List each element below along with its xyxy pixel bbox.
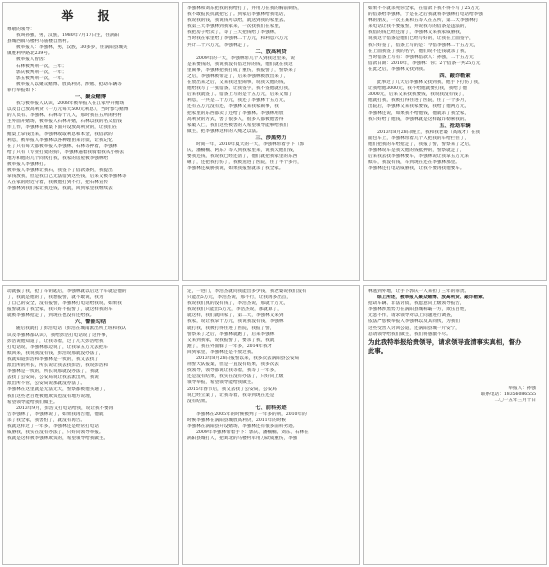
text-line: 跑了，我在外面躲了一年多，2014年我才 [187,343,273,349]
text-line: 我第三天李强林到我家来，一次找我们在家里， [187,24,284,30]
text-line: 在放出来之后，又来我这里闹事，说我欠他的钱， [187,80,289,86]
text-line: 威胁我，我实在没有办法了，只好向领导举报。 [7,430,104,436]
text-line: 3000元，后来又来找我要钱，我说我没有钱了， [368,92,467,98]
text-line: 高利贷的方式，害了很多人，很多人都被他害得 [187,116,284,122]
text-line: 时候李强林在涡阳县城放高利贷，2011年的时候 [187,417,286,423]
text-line: 2009年李强林带着手下：郭庆、潘楠楠、刘东、石林在 [196,430,309,436]
page-body [368,6,542,172]
text-line: 后来我就签了。借条上写的是十五万元，后来又加了 [187,92,293,98]
text-line: 被举报人曾因： [16,57,49,63]
text-line: 砸了，还把我打伤了，我被送进了医院，住了半个多月， [187,160,302,166]
text-line: 2015年春节后，我又去找了公安局，公安局 [187,386,277,392]
text-line: 是来要钱的，我说我没有借过你的钱，他们就在我这 [187,61,293,67]
text-line: 我说我们只能出5万元，李浩杰说，那就算了， [187,307,282,313]
text-line: 了，我就是他的了，我想报警，就不敢说，我为 [7,295,104,301]
text-line: 举报人：孙强 [508,385,536,391]
text-line: 彭浩说他知道了，让我等着，过了几天彭浩给我 [7,338,104,344]
text-line: 希望领导能给我们做主。 [7,399,58,405]
text-line: 给了只有（专业打架的狗），李强林逼着我骑着我从小桥去 [7,149,125,155]
text-line: 刑警大队报案，但是一直没有结果，我多次去 [187,362,279,368]
section-heading: 四、敲诈勒索 [439,73,471,80]
text-line: 杀了我全家，我害怕了，就没有再告。 [7,417,86,423]
text-line: 无恶不作，请求领导对以上问题进行调查， [368,313,456,319]
text-line: 2013年8月28日报警以来，我多次去涡阳县公安局 [196,356,300,362]
text-line: 之后，李强林被带走了，后来李强林被放出来了， [187,73,289,79]
text-line: 赎回来，我说我没有钱，彭浩说那就没办法了， [7,350,104,356]
section-heading: 七、前科劣迹 [255,404,287,411]
text-line: 县城西镇马楼村马庙楼自然村。 [7,39,72,45]
text-line: 李强林到我们家让我还钱，我就，回到家里我继续去 [7,186,113,192]
text-line: 来电话让我不要报警，并说我写的借条是违法的， [368,24,470,30]
text-line: 被举报人：李强林，男，汉族，30多岁，住涡阳县城关 [16,45,128,51]
text-line: 涡阳县城打人，把刘北的马楼村军用刀砍成重伤，李强 [187,436,298,442]
text-line: 如果不不就杀死你全家，在借款下我不得不写了25万元 [368,6,480,11]
text-line: 石林被判刑一次，三年； [16,63,67,69]
text-line: 罪行举报如下： [7,87,40,93]
section-heading: 五、抢劫车辆 [439,122,471,129]
text-line: 就被李强林抢走了，到现在也没有还给我。 [7,313,95,319]
text-line: 回到家里，李强林还是不放过我。 [187,349,256,355]
text-line: 李强林在这里就是无法无天，警察都被他买通了， [7,387,109,393]
page-body [187,6,355,172]
text-line: 在上面我签了我的名字，他们说不还钱就杀了我， [368,48,470,54]
text-line: 赎车，我没有钱，车到现在还在李强林那里。 [368,160,460,166]
text-line: 被举报人李强林让我石，我签下了借款条约，我提出 [7,168,113,174]
text-line: 这些受害人讨回公道，还涡阳县城一片安宁， [368,325,460,331]
text-line: 2013年8月28日晚上，我和我老婆（高成才）在我 [377,129,481,135]
text-line: 2009年的一天，李强林带几个人到我这里来，说 [196,55,295,61]
text-line: 赌桌上拿钱出来，李强林收取利息和本金，我借款的 [7,131,113,137]
text-line: 去找了公安局，公安局说让我去派出所，我说 [7,375,99,381]
text-line: 被举报人李强林打。 [7,161,49,167]
text-line: 让我给他3000元，我不给他就要打我，我给了他 [368,86,467,92]
text-line: 人在家的附近守着，我被他打到不行，把石林宣传 [7,180,109,186]
text-line: 的人员有、李强林、石林等十几人，那时我在五所闲村村 [7,113,122,119]
text-line: 还有五万元没有还，李强林又来我家闹事，我 [187,104,279,110]
text-line: 作工作，李强林在赌桌下面开设放高利贷的，让我们在 [7,125,118,131]
text-line: 综上所述，被举报人聚众赌博、放高利贷、敲诈勒索、 [377,295,488,301]
text-line: 找领导，领导都说让我等着，我等了一年多， [187,368,279,374]
text-line: 我与被举报人认识，2008年被举报人在江家中开赌场 [16,101,125,107]
text-line: 我借的钱已经还清了，李强林又来我家威胁我， [368,30,465,36]
text-line: 庆、潘楠楠、阿东）等人到我家里来，说我欠他们钱， [187,147,298,153]
text-line: 识及李强林都认识），我给彭浩打电话说了这件事， [7,332,111,338]
text-line: 2013年9月，彭浩又打电话给我，说让我不要再 [16,405,114,411]
text-line: 地方和他的几个同伙打我，我家的房屋被李强林给 [7,155,109,161]
text-line: 领导举报，希望领导能给我做主。 [187,380,256,386]
text-line: 林的朋友，一次王某和五等人在五所，第二天李强林打 [368,18,479,24]
text-line: 主外面开赌场，被举报人石林开赌，石林以我的名义借钱 [7,119,122,125]
text-line: 我不敢报民抗就把它了。到家后李强林给我电话， [187,12,289,18]
text-line: 做主，把李强林这样的人绳之以法。 [187,128,261,134]
text-line: 就这样，我们就回家了，第二天，李强林又来到 [187,313,284,319]
text-line: 此事。 [368,346,388,355]
document-title: 举 报 [61,9,120,23]
text-line: 李强林在2005年的时候被判了一年多的刑，2010年的 [196,411,307,417]
text-line: 利息，一共是二十万元，我还了李强林十五万元， [187,98,289,104]
text-line: 李强林说车是我欠他的钱抵押的，警察就走了， [368,147,465,153]
text-line: 我只好签了，借条上写的是：今借李强林二十五万元， [368,42,479,48]
text-line: 还是没有结果，我实在没有办法了，只好向上级 [187,374,284,380]
document-page-1 [2,2,179,281]
text-line: 郭庆被判刑一次，一年； [16,69,67,75]
text-line: 他就打我，我被打得住进了医院，住了一个多月， [368,98,470,104]
text-line: 李强林还说，如果我不给他钱，他就杀了我全家， [368,110,470,116]
text-line: 抢劫车辆、非法讨债，我愿意向上级领导报告， [368,301,465,307]
text-line: 我说我的钱，我说钱可以给，就送到我的家里去。 [187,18,289,24]
text-line: 打电话说，李强林那边说了，让我拿五万元去把车 [7,344,109,350]
text-line: 以及自己放高利贷（一万元每天500元利息），当时参与赌博 [7,107,129,113]
text-line: 当时我在家里给了李强林二十万元，和利息六万元 [187,36,289,42]
text-line: 在此之后，李强林又找到我。 [368,66,428,72]
text-line: 派出所不管，公安局说那就没办法了。 [7,381,86,387]
text-line: 说我这个借条是他们已经写好的，让我在上面签字， [368,36,474,42]
text-line: 我叫孙强，男，汉族，1980年7月17日生，住涡阳 [16,33,120,39]
text-line: 镇胜利中路北239号。 [7,51,53,57]
text-line: 我家，说让我拿十万元，我说我没有钱，李强林 [187,319,284,325]
document-page-3 [363,2,547,281]
document-page-5 [182,285,360,565]
text-line: 我就知道彭浩和李强林是一伙的，我又去找了 [7,356,99,362]
document-page-4 [2,285,179,565]
text-line: 里闹事，李强林把我打成了重伤，我报警了，警察来了 [187,67,298,73]
text-line: 我就是这样被李强林欺负的，希望领导给我做主。 [7,436,109,442]
text-line: 共计二十六万元，李强林走了。 [187,42,252,48]
text-line: 在了只有每天都被举报人李强林、石林等押着，李强林 [7,143,118,149]
text-line: 林逃到外地，让手下郭庆一人来担了三年的罪责。 [368,289,470,294]
text-line: 告李强林了，李强林说了，如果我再告他，他就 [7,411,104,417]
text-line: 我把房子给卖了，等了三天把钱给了李强林， [187,30,279,36]
text-line: 要我还钱，我说我已经还清了，他们就把我家里的东西 [187,154,298,160]
text-line: 定，一进门，李浩杰就问我能出多少钱，我老婆说我们没有 [187,289,307,294]
text-line: 尊敬的领导： [7,27,35,32]
text-line: 出院后，李强林又来我家要钱，我给了他两万元， [368,104,470,110]
text-line: 随后我就打了彭浩电话（彭浩在城南派出所上班和我认 [16,326,127,332]
text-line: 利息，被举报人李强林以各种理由来讨债，让我记忆 [7,137,113,143]
text-line: 又来到我家，说我报警了，要杀了我，我就 [187,337,275,343]
text-line: 二〇一五年三月十日 [494,397,536,403]
text-line: 警察来了之后，李强林就跑了，后来李强林 [187,331,275,337]
page-body [368,289,542,404]
text-line: 我只好给了他钱，李强林就是这样敲诈勒索我的。 [368,116,470,122]
text-line: 我们这些老百姓被他欺负也没有地方说理， [7,393,95,399]
text-line: 他给我写了一张借条，让我签字，我不签他就打我， [187,86,293,92]
document-page-6 [363,285,547,565]
text-line: 面包车上，李强林带着几个人把我的车给拦住了， [368,135,470,141]
text-line: 李强林在涡阳县开设赌场，李强林还有很多前科劣迹。 [187,423,298,429]
text-line: 联系电话：18356086555 [480,391,536,397]
document-page-2 [182,2,360,281]
page-body [187,289,355,442]
text-line: 派出所的所长，所长说让我去找彭浩，我说彭浩和 [7,363,109,369]
text-line: 李强林是一伙的，所长说那就没办法了，我就 [7,369,99,375]
text-line: 后来我去找李强林要车，李强林说让我拿五万元来 [368,154,470,160]
page-body [7,289,174,442]
text-line: 郭五被判刑一次，一年。 [16,75,67,81]
text-line: 了自己的安全，没有报警，李强林打电话给我说，如果我 [7,301,122,307]
text-line: 没有结果。 [187,398,210,404]
text-line: 当时借条上写有：李强林借款人：孙强，二十五万元 [368,54,474,60]
section-heading: 二、放高利贷 [255,48,287,55]
text-line: 他们把我的车给抢走了，我报了警，警察来了之后， [368,141,474,147]
text-line: 我说我们真的没有钱了，李浩杰说，那就十万元， [187,301,289,307]
text-line: 李强林还打电话威胁我，让我不要再找他要车。 [368,166,465,172]
section-heading: 一、聚众赌博 [74,94,107,101]
section-heading: 三、涉黑势力 [255,134,287,141]
text-line: 只能出5万元，李浩杰说，那不行，让我再多出点， [187,295,291,301]
text-line: 李强林涉黑势力在涡阳县城称霸一方，欺压百姓， [368,307,470,313]
text-line: 动就拔了我，抢了车钥匙后，李强林就以后这个车就是他的 [7,289,127,294]
text-line: 家破人亡，我们这些被害的人希望领导能够给我们 [187,122,289,128]
text-line: 李强林和刘东把我的狗给打了，并用刀在我的胸前刺伤， [187,6,302,11]
section-heading: 六、警匪勾结 [74,319,107,326]
text-line: 就打我，我被打得住进了医院，我报了警， [187,325,275,331]
text-line: 依法严惩被举报人李强林以及其同伙，为我们 [368,319,460,325]
text-line: 借款日期：2010年，李强林：你；2个借条一共25万元 [368,60,481,66]
text-line: 说已经立案了，让我等着，我等到现在还是 [187,392,275,398]
text-line: 时间一年，2010年夏天的一天，李强林带着手下（郭 [196,141,305,147]
text-line: 的借条给李强林，于是在之后我就将李强林打电话给李强 [368,12,483,18]
text-line: 报警就杀了我全家，我只好不报警了，就这样我的车 [7,307,113,313]
text-line: 此事过了几天后李强林又找到我，他手下打伤了我， [377,80,483,86]
page-body [7,27,174,192]
text-line: 把家里的东西都卖了还给了李强林。李强林用放 [187,110,284,116]
text-line: 拿钱放我，但是我自己无法借到这些钱，后来又被李强林等 [7,174,127,180]
text-line: 被举报人以聚众赌博、放高利贷、涉赌、抢劫车辆等 [16,81,122,87]
text-line: 为此我特举报给贵领导，请求领导查清事实真相，督办 [368,337,522,346]
text-line: 李强林还威胁我说，如果我报警就杀了我全家。 [187,166,284,172]
text-line: 我就这样过了一年多，李强林还是经常打电话 [7,423,99,429]
text-line: 恳请领导给我们做主，我们将感激不尽。 [368,331,451,337]
